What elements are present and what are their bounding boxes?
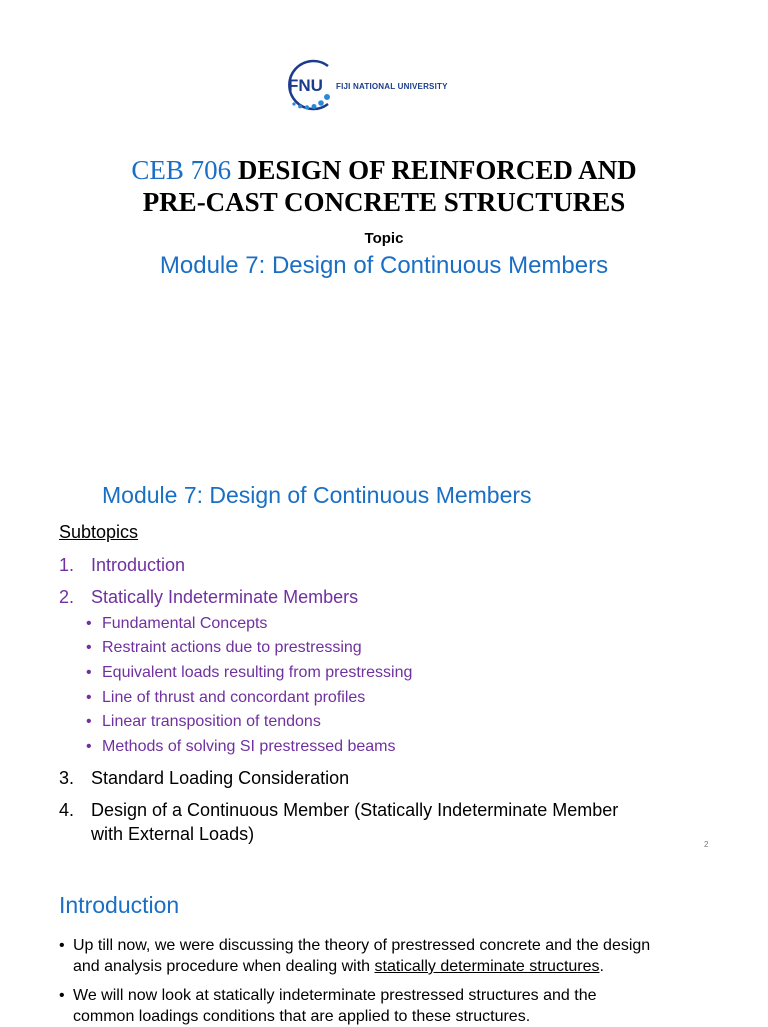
- paragraph-line: Up till now, we were discussing the theory of prestressed concrete and the design: [73, 937, 651, 954]
- item-text: Introduction: [91, 555, 186, 575]
- subitem-text: Methods of solving SI prestressed beams: [102, 738, 396, 755]
- paragraph-end: .: [599, 958, 604, 975]
- item-number: 1.: [59, 555, 75, 575]
- slide3-title: Introduction: [59, 892, 180, 918]
- item-number: 4.: [59, 800, 75, 820]
- subitem-text: Line of thrust and concordant profiles: [102, 689, 366, 706]
- svg-text:FNU: FNU: [288, 76, 323, 95]
- subtopics-label: Subtopics: [59, 522, 139, 542]
- item-number: 2.: [59, 587, 75, 607]
- underlined-term: statically determinate structures: [374, 958, 600, 975]
- bullet: •: [86, 738, 92, 755]
- item-text: Design of a Continuous Member (Statically Indeterminate Member: [91, 800, 619, 820]
- item-number: 3.: [59, 768, 75, 788]
- paragraph-line: and analysis procedure when dealing with: [73, 958, 375, 975]
- bullet: •: [86, 639, 92, 656]
- fnu-emblem-icon: [280, 58, 340, 116]
- bullet: •: [86, 689, 92, 706]
- subitem-text: Equivalent loads resulting from prestressing: [102, 664, 413, 681]
- item-text: Standard Loading Consideration: [91, 768, 350, 788]
- course-title-line2: PRE-CAST CONCRETE STRUCTURES: [142, 187, 626, 217]
- subitem-text: Fundamental Concepts: [102, 615, 268, 632]
- module-title: Module 7: Design of Continuous Members: [159, 252, 609, 279]
- bullet: •: [59, 987, 65, 1004]
- bullet: •: [86, 713, 92, 730]
- bullet: •: [86, 664, 92, 681]
- paragraph-text: [73, 935, 719, 977]
- bullet: •: [59, 937, 65, 954]
- paragraph-line: common loadings conditions that are applied to these structures.: [73, 1008, 531, 1025]
- page-number: 2: [704, 840, 709, 849]
- paragraph-line: We will now look at statically indeterminate prestressed structures and the: [73, 987, 597, 1004]
- paragraph-text: [73, 985, 719, 1027]
- topic-label: Topic: [364, 230, 404, 247]
- item-text: Statically Indeterminate Members: [91, 587, 359, 607]
- course-title: [0, 154, 768, 218]
- paragraph: [59, 935, 719, 977]
- course-code: CEB 706: [131, 155, 232, 185]
- subitem-text: Restraint actions due to prestressing: [102, 639, 362, 656]
- fnu-logo: [280, 58, 480, 116]
- paragraph: [59, 985, 719, 1027]
- university-name: FIJI NATIONAL UNIVERSITY: [336, 82, 448, 91]
- bullet: •: [86, 615, 92, 632]
- subitem-text: Linear transposition of tendons: [102, 713, 321, 730]
- course-title-line1: DESIGN OF REINFORCED AND: [237, 155, 637, 185]
- slide2-title: Module 7: Design of Continuous Members: [102, 482, 532, 508]
- item-text: with External Loads): [91, 824, 255, 844]
